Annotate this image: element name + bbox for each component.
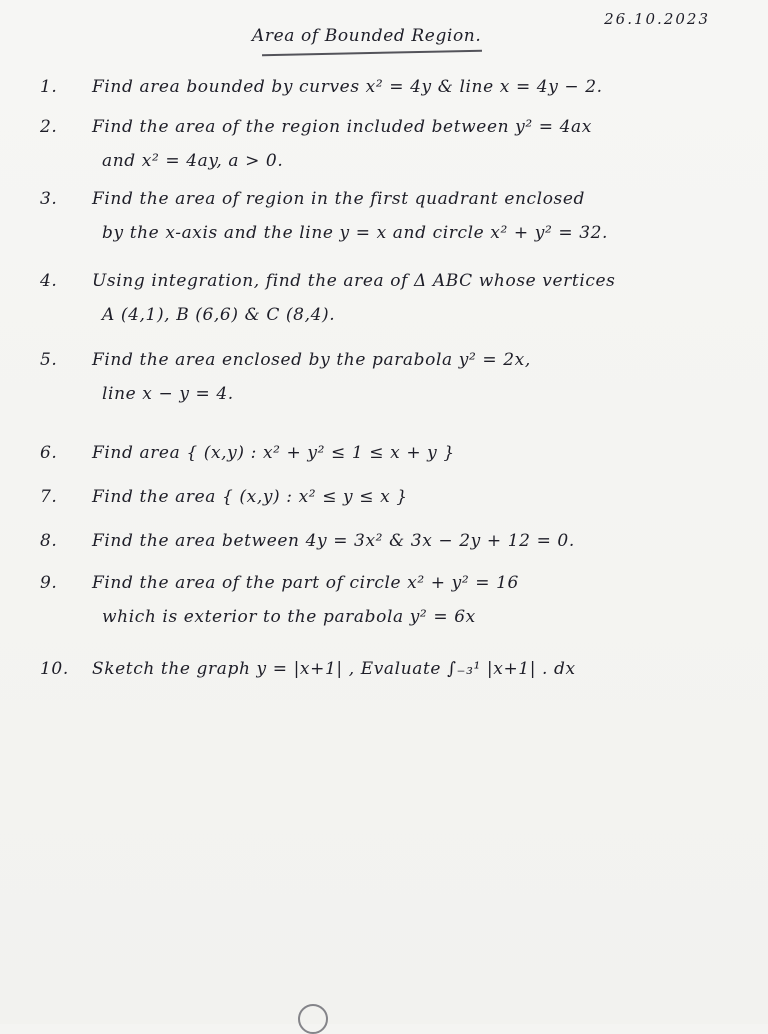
question-text: Find the area { (x,y) : x² ≤ y ≤ x }	[92, 487, 408, 507]
question-number: 1.	[40, 77, 58, 97]
binding-ring-mark	[298, 1004, 328, 1034]
question-10	[40, 652, 730, 686]
question-number: 3.	[40, 189, 58, 209]
question-number: 6.	[40, 443, 58, 463]
question-text: Find the area of region in the first quadrant enclosed	[92, 189, 586, 209]
question-number: 2.	[40, 117, 58, 137]
question-text: Using integration, find the area of Δ ABC whose vertices	[92, 271, 616, 291]
question-number: 7.	[40, 487, 58, 507]
question-text: Sketch the graph y = |x+1| , Evaluate ∫₋₃¹ |x+1| . dx	[92, 659, 576, 679]
question-6	[40, 436, 730, 470]
page-title: Area of Bounded Region.	[252, 26, 482, 46]
question-text-continued: line x − y = 4.	[102, 384, 234, 404]
question-4	[40, 264, 730, 332]
question-text-continued: A (4,1), B (6,6) & C (8,4).	[102, 305, 336, 325]
question-1	[40, 70, 730, 104]
question-7	[40, 480, 730, 514]
question-number: 8.	[40, 531, 58, 551]
question-text: Find the area of the region included between y² = 4ax	[92, 117, 592, 137]
question-text: Find the area of the part of circle x² + y² = 16	[92, 573, 519, 593]
question-text: Find the area between 4y = 3x² & 3x − 2y + 12 = 0.	[92, 531, 575, 551]
question-text-continued: which is exterior to the parabola y² = 6x	[102, 607, 476, 627]
question-text-continued: by the x-axis and the line y = x and circle x² + y² = 32.	[102, 223, 609, 243]
question-text: Find area { (x,y) : x² + y² ≤ 1 ≤ x + y }	[92, 443, 455, 463]
question-number: 5.	[40, 350, 58, 370]
question-number: 10.	[40, 659, 69, 679]
page-date: 26.10.2023	[604, 10, 710, 28]
question-9	[40, 566, 730, 634]
question-text: Find the area enclosed by the parabola y² = 2x,	[92, 350, 531, 370]
title-underline	[262, 50, 482, 57]
question-3	[40, 182, 730, 250]
question-text: Find area bounded by curves x² = 4y & line x = 4y − 2.	[92, 77, 603, 97]
question-5	[40, 343, 730, 411]
question-2	[40, 110, 730, 178]
question-text-continued: and x² = 4ay, a > 0.	[102, 151, 284, 171]
question-number: 9.	[40, 573, 58, 593]
question-number: 4.	[40, 271, 58, 291]
question-8	[40, 524, 730, 558]
